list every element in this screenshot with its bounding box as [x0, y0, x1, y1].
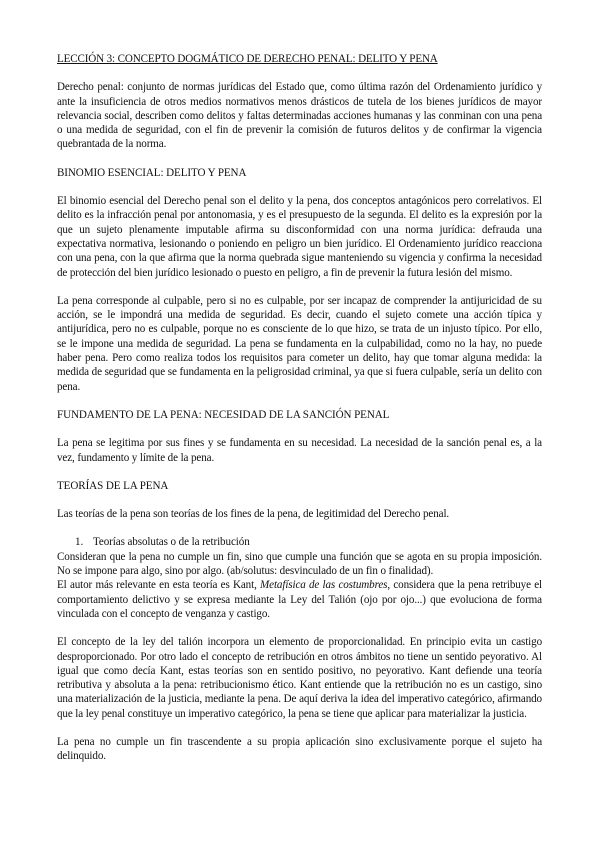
page-title: LECCIÓN 3: CONCEPTO DOGMÁTICO DE DERECHO PENAL: DELITO Y PENA [57, 53, 438, 65]
section-heading-binomio: BINOMIO ESENCIAL: DELITO Y PENA [57, 166, 247, 179]
paragraph-fin-pena: La pena no cumple un fin trascendente a su propia aplicación sino exclusivamente porque el sujeto ha delinquido. [57, 735, 542, 763]
book-title: Metafísica de las costumbres [260, 579, 388, 592]
paragraph-absolutas-1: Consideran que la pena no cumple un fin, sino que cumple una función que se agota en su propia imposición. No se impone para algo, sino por algo. (ab/solutus: desvinculado de un fin o finalidad). [57, 550, 542, 578]
paragraph-binomio-1: El binomio esencial del Derecho penal son el delito y la pena, dos conceptos antagónicos pero correlativos. El delito es la infracción penal por antonomasia, y es el presupuesto de la segunda. El delito es la expresión por la que un sujeto plenamente imputable afirma su disconformidad con una norma jurídica: defrauda una expectativa normativa, lesionando o poniendo en peligro un bien jurídico. El Ordenamiento jurídico reacciona con una pena, con la que afirma que la norma quebrada sigue manteniendo su vigencia y confirma la necesidad de protección del bien jurídico lesionado o puesto en peligro, a fin de prevenir la futura lesión del mismo. [57, 195, 542, 279]
paragraph-teorias-intro: Las teorías de la pena son teorías de los fines de la pena, de legitimidad del Derecho penal. [57, 508, 450, 521]
paragraph-absolutas-kant [57, 578, 542, 621]
kant-text-after: , considera que la pena retribuye el comportamiento delictivo y se expresa mediante la Ley del Talión (ojo por ojo...) que evoluciona de forma vinculada con el concepto de venganza y castigo. [57, 579, 542, 620]
intro-paragraph: Derecho penal: conjunto de normas jurídicas del Estado que, como última razón del Ordenamiento jurídico y ante la insuficiencia de otros medios normativos menos drásticos de tutela de los bienes jurídicos de mayor relevancia social, describen como delitos y faltas determinadas acciones humanas y las conminan con una pena o una medida de seguridad, con el fin de prevenir la comisión de futuros delitos y de confirmar la vigencia quebrantada de la norma. [57, 81, 542, 151]
paragraph-fundamento: La pena se legitima por sus fines y se fundamenta en su necesidad. La necesidad de la sanción penal es, a la vez, fundamento y límite de la pena. [57, 437, 542, 464]
section-heading-teorias: TEORÍAS DE LA PENA [57, 479, 169, 492]
kant-text-before: El autor más relevante en esta teoría es Kant, [57, 579, 261, 592]
section-heading-fundamento: FUNDAMENTO DE LA PENA: NECESIDAD DE LA SANCIÓN PENAL [57, 408, 390, 421]
paragraph-binomio-2: La pena corresponde al culpable, pero si no es culpable, por ser incapaz de comprender la antijuricidad de su acción, se le impondrá una medida de seguridad. Es decir, cuando el sujeto comete una acción típica y antijurídica, pero no es culpable, porque no es consciente de lo que hizo, se trata de un injusto típico. Por ello, se le impone una medida de seguridad. La pena se fundamenta en la culpabilidad, como no la hay, no puede haber pena. Pero como realiza todos los requisitos para cometer un delito, hay que tomar alguna medida: la medida de seguridad que se fundamenta en la peligrosidad criminal, ya que si fuera culpable, sería un delito con pena. [57, 294, 542, 393]
list-item-label: Teorías absolutas o de la retribución [93, 536, 250, 549]
list-item-number: 1. [75, 536, 84, 549]
list-item-teorias-absolutas [57, 535, 542, 549]
paragraph-talion: El concepto de la ley del talión incorpora un elemento de proporcionalidad. En principio evita un castigo desproporcionado. Por otro lado el concepto de retribución en otros ámbitos no tiene un sentido peyorativo. Al igual que como decía Kant, estas teorías son en sentido positivo, no peyorativo. Kant defiende una teoría retributiva y absoluta a la pena: retribucionismo ético. Kant entiende que la retribución no es un castigo, sino una materialización de la justicia, mediante la pena. De aquí deriva la idea del imperativo categórico, afirmando que la ley penal constituye un imperativo categórico, la pena se tiene que aplicar para materializar la justicia. [57, 636, 542, 720]
document-page [57, 52, 542, 778]
